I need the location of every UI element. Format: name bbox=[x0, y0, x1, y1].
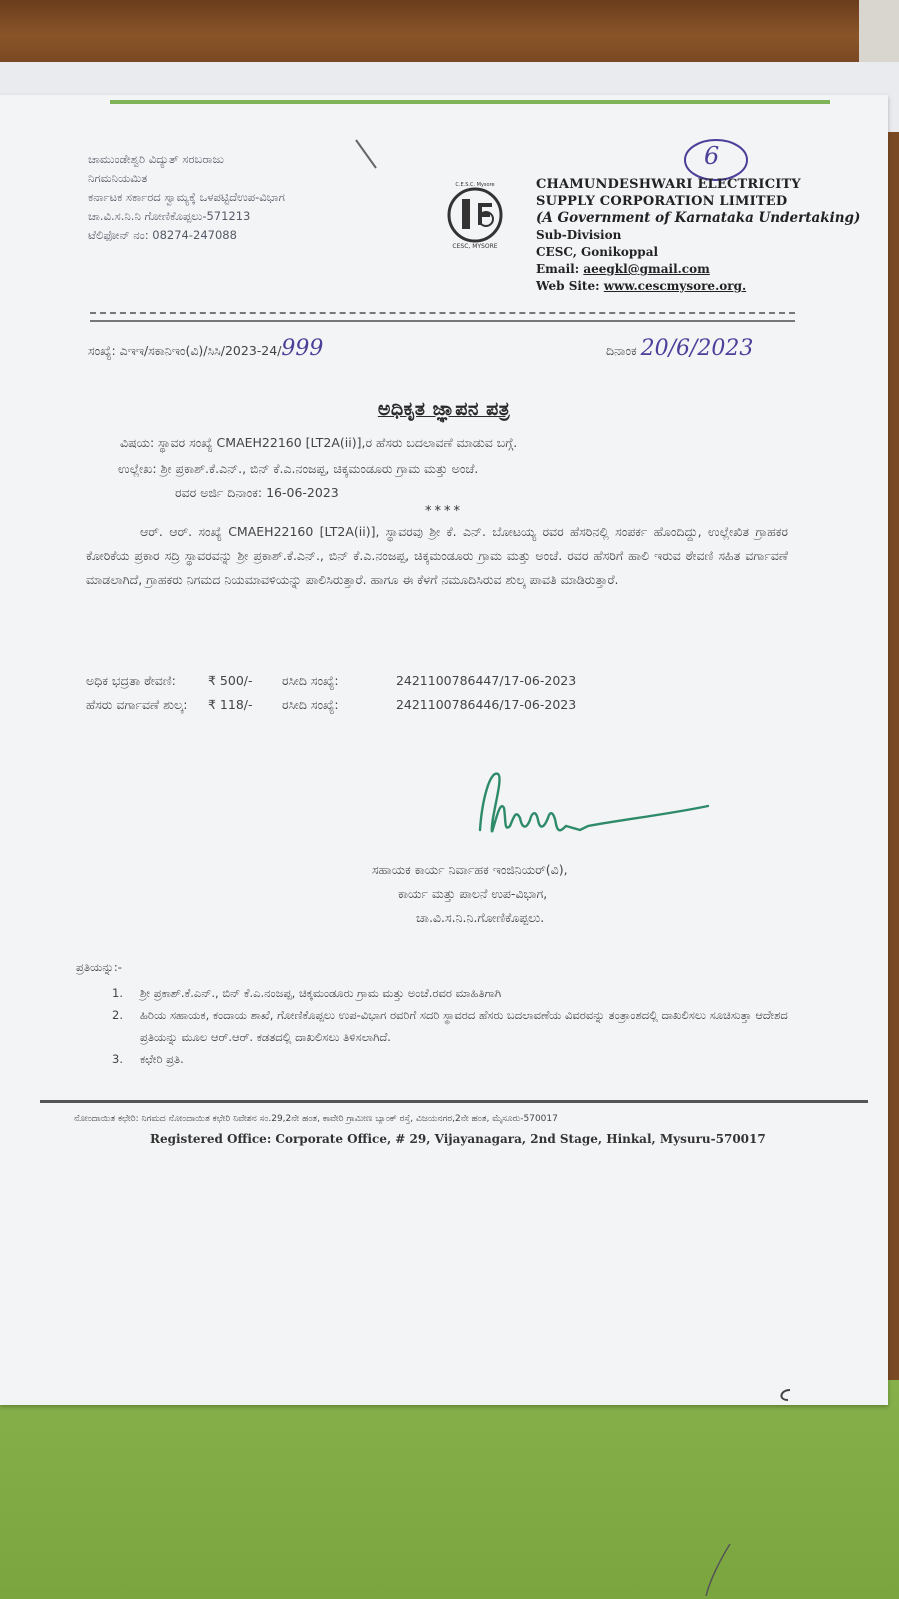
fee-2-receipt: 2421100786446/17-06-2023 bbox=[395, 697, 577, 712]
pen-mark bbox=[352, 136, 382, 176]
signatory-designation: ಸಹಾಯಕ ಕಾರ್ಯ ನಿರ್ವಾಹಕ ಇಂಜಿನಿಯರ್(ವಿ), bbox=[372, 862, 568, 877]
reference-text: ಶ್ರೀ ಪ್ರಕಾಶ್.ಕೆ.ಎನ್., ಬಿನ್ ಕೆ.ಎ.ನಂಜಪ್ಪ, ಚಿಕ್ಕಮಂಡೂರು ಗ್ರಾಮ ಮತ್ತು ಅಂಚೆ. bbox=[160, 461, 479, 476]
signature bbox=[470, 760, 720, 860]
copy-item-text: ಕಛೇರಿ ಪ್ರತಿ. bbox=[140, 1052, 184, 1066]
subject-label: ವಿಷಯ: bbox=[120, 435, 155, 450]
header-divider-solid bbox=[90, 320, 795, 322]
document-heading: ಅಧಿಕೃತ ಜ್ಞಾಪನ ಪತ್ರ bbox=[377, 398, 511, 420]
letterhead-en-line5: CESC, Gonikoppal bbox=[536, 245, 659, 259]
separator-stars: **** bbox=[425, 504, 463, 519]
green-surface-background bbox=[0, 1380, 899, 1599]
pen-stroke-bottom bbox=[700, 1540, 740, 1599]
email-label: Email: bbox=[536, 262, 584, 276]
copy-item-number: 1. bbox=[112, 986, 123, 1000]
letterhead-en-line3: (A Government of Karnataka Undertaking) bbox=[536, 210, 861, 226]
cesc-logo bbox=[440, 185, 510, 245]
subject-text: ಸ್ಥಾವರ ಸಂಖ್ಯೆ CMAEH22160 [LT2A(ii)],ರ ಹೆಸರು ಬದಲಾವಣೆ ಮಾಡುವ ಬಗ್ಗೆ. bbox=[158, 435, 518, 450]
reference-label: ಉಲ್ಲೇಖ: bbox=[118, 461, 157, 476]
website-label: Web Site: bbox=[536, 279, 604, 293]
copy-item bbox=[76, 1004, 816, 1048]
annotation-number: 6 bbox=[704, 142, 720, 170]
pen-mark-small bbox=[770, 1386, 800, 1406]
fee-row-2 bbox=[86, 692, 806, 718]
reference-date bbox=[606, 336, 753, 364]
signatory-office: ಚಾ.ವಿ.ಸ.ನಿ.ನಿ.ಗೋಣಿಕೊಪ್ಪಲು. bbox=[416, 910, 545, 925]
email-link[interactable]: aeegkl@gmail.com bbox=[583, 262, 710, 276]
fee-2-receipt-label: ರಸೀದಿ ಸಂಖ್ಯೆ: bbox=[281, 697, 339, 712]
body-paragraph: ಆರ್. ಆರ್. ಸಂಖ್ಯೆ CMAEH22160 [LT2A(ii)], ಸ್ಥಾವರವು ಶ್ರೀ ಕೆ. ಎನ್. ಬೋಟಯ್ಯ ರವರ ಹೆಸರಿನಲ್ಲಿ ಸಂಪರ್ಕ ಹೊಂದಿದ್ದು, ಉಲ್ಲೇಖಿತ ಗ್ರಾಹಕರ ಕೋರಿಕೆಯ ಪ್ರಕಾರ ಸದ್ರಿ ಸ್ಥಾವರವನ್ನು ಶ್ರೀ ಪ್ರಕಾಶ್.ಕೆ.ಎನ್., ಬಿನ್ ಕೆ.ಎ.ನಂಜಪ್ಪ, ಚಿಕ್ಕಮಂಡೂರು ಗ್ರಾಮ ಮತ್ತು ಅಂಚೆ. ರವರ ಹೆಸರಿಗೆ ಹಾಲಿ ಇರುವ ಠೇವಣಿ ಸಹಿತ ವರ್ಗಾವಣೆ ಮಾಡಲಾಗಿದೆ, ಗ್ರಾಹಕರು ನಿಗಮದ ನಿಯಮಾವಳಿಯನ್ನು ಪಾಲಿಸಿರುತ್ತಾರೆ. ಹಾಗೂ ಈ ಕೆಳಗೆ ನಮೂದಿಸಿರುವ ಶುಲ್ಕ ಪಾವತಿ ಮಾಡಿರುತ್ತಾರೆ. bbox=[86, 524, 788, 587]
letterhead-kn-line1: ಚಾಮುಂಡೇಶ್ವರಿ ವಿದ್ಯುತ್ ಸರಬರಾಜು bbox=[88, 152, 224, 166]
subject-line bbox=[120, 430, 820, 456]
letterhead-kn-line5: ಟೆಲಿಫೋನ್ ನಂ: 08274-247088 bbox=[88, 228, 237, 242]
green-edge-strip bbox=[110, 100, 830, 104]
letterhead-en-line4: Sub-Division bbox=[536, 228, 622, 242]
fee-2-amount: ₹ 118/- bbox=[207, 697, 253, 712]
copy-item-number: 3. bbox=[112, 1052, 123, 1066]
footer-kannada: ನೋಂದಾಯಿತ ಕಛೇರಿ: ನಿಗಮದ ನೋಂದಾಯಿತ ಕಛೇರಿ ನಿವೇಶನ ಸಂ.29,2ನೇ ಹಂತ, ಕಾವೇರಿ ಗ್ರಾಮೀಣ ಬ್ಯಾಂಕ್ ರಸ್ತೆ, ವಿಜಯನಗರ,2ನೇ ಹಂತ, ಮೈಸೂರು-570017 bbox=[74, 1114, 558, 1124]
letterhead-kn-line2: ನಿಗಮನಿಯಮಿತ bbox=[88, 171, 148, 185]
reference-line bbox=[118, 456, 818, 482]
letterhead-kn-line4: ಚಾ.ವಿ.ಸ.ನಿ.ನಿ ಗೋಣಿಕೊಪ್ಪಲು-571213 bbox=[88, 209, 251, 223]
fee-1-amount: ₹ 500/- bbox=[207, 673, 253, 688]
letterhead-english bbox=[536, 176, 881, 295]
email-line bbox=[536, 261, 881, 278]
signatory-division: ಕಾರ್ಯ ಮತ್ತು ಪಾಲನೆ ಉಪ-ವಿಭಾಗ, bbox=[398, 886, 548, 901]
reference-number bbox=[88, 336, 323, 364]
fee-2-label: ಹೆಸರು ವರ್ಗಾವಣೆ ಶುಲ್ಕ: bbox=[86, 697, 188, 712]
website-link[interactable]: www.cescmysore.org. bbox=[603, 279, 747, 293]
fee-1-label: ಅಧಿಕ ಭದ್ರತಾ ಠೇವಣಿ: bbox=[86, 673, 176, 688]
date-label: ದಿನಾಂಕ bbox=[606, 343, 637, 358]
reference-number-label: ಸಂಖ್ಯೆ: ಎಇಇ/ಸಕಾನಿಇಂ(ವಿ)/ಸಿಸಿ/2023-24/ bbox=[88, 343, 282, 358]
reference-line-2: ರವರ ಅರ್ಜಿ ದಿನಾಂಕ: 16-06-2023 bbox=[175, 485, 339, 500]
copies-section bbox=[76, 956, 816, 1070]
copy-item bbox=[76, 982, 816, 1004]
copy-item-number: 2. bbox=[112, 1008, 123, 1022]
fee-row-1 bbox=[86, 668, 806, 694]
copy-item-text: ಹಿರಿಯ ಸಹಾಯಕ, ಕಂದಾಯ ಶಾಖೆ, ಗೋಣಿಕೊಪ್ಪಲು ಉಪ-ವಿಭಾಗ ರವರಿಗೆ ಸದರಿ ಸ್ಥಾವರದ ಹೆಸರು ಬದಲಾವಣೆಯ ವಿವರವನ್ನು ತಂತ್ರಾಂಶದಲ್ಲಿ ದಾಖಲಿಸಲು ಸೂಚಿಸುತ್ತಾ ಆದೇಶದ ಪ್ರತಿಯನ್ನು ಮೂಲ ಆರ್.ಆರ್. ಕಡತದಲ್ಲಿ ದಾಖಲಿಸಲು ತಿಳಿಸಲಾಗಿದೆ. bbox=[140, 1008, 788, 1044]
footer-english: Registered Office: Corporate Office, # 29, Vijayanagara, 2nd Stage, Hinkal, Mysuru-570017 bbox=[150, 1132, 766, 1146]
header-divider-dashed bbox=[90, 312, 795, 314]
fee-1-receipt: 2421100786447/17-06-2023 bbox=[395, 673, 577, 688]
letterhead-kn-line3: ಕರ್ನಾಟಕ ಸರ್ಕಾರದ ಸ್ವಾಮ್ಯಕ್ಕೆ ಒಳಪಟ್ಟಿದೆಉಪ-ವಿಭಾಗ bbox=[88, 190, 285, 204]
signature-block bbox=[372, 858, 732, 930]
copies-label: ಪ್ರತಿಯನ್ನು:- bbox=[76, 960, 122, 974]
logo-top-text: C.E.S.C. Mysore bbox=[455, 182, 495, 188]
date-handwritten: 20/6/2023 bbox=[640, 336, 754, 361]
letterhead-en-line1: CHAMUNDESHWARI ELECTRICITY bbox=[536, 177, 801, 192]
copy-item-text: ಶ್ರೀ ಪ್ರಕಾಶ್.ಕೆ.ಎನ್., ಬಿನ್ ಕೆ.ಎ.ನಂಜಪ್ಪ, ಚಿಕ್ಕಮಂಡೂರು ಗ್ರಾಮ ಮತ್ತು ಅಂಚೆ.ರವರ ಮಾಹಿತಿಗಾಗಿ bbox=[140, 986, 502, 1000]
fee-1-receipt-label: ರಸೀದಿ ಸಂಖ್ಯೆ: bbox=[281, 673, 339, 688]
letterhead-en-line2: SUPPLY CORPORATION LIMITED bbox=[536, 194, 788, 209]
copy-item bbox=[76, 1048, 816, 1070]
footer-divider bbox=[40, 1100, 868, 1103]
website-line bbox=[536, 278, 881, 295]
reference-number-handwritten: 999 bbox=[281, 336, 324, 361]
logo-bottom-text: CESC, MYSORE bbox=[452, 243, 498, 250]
